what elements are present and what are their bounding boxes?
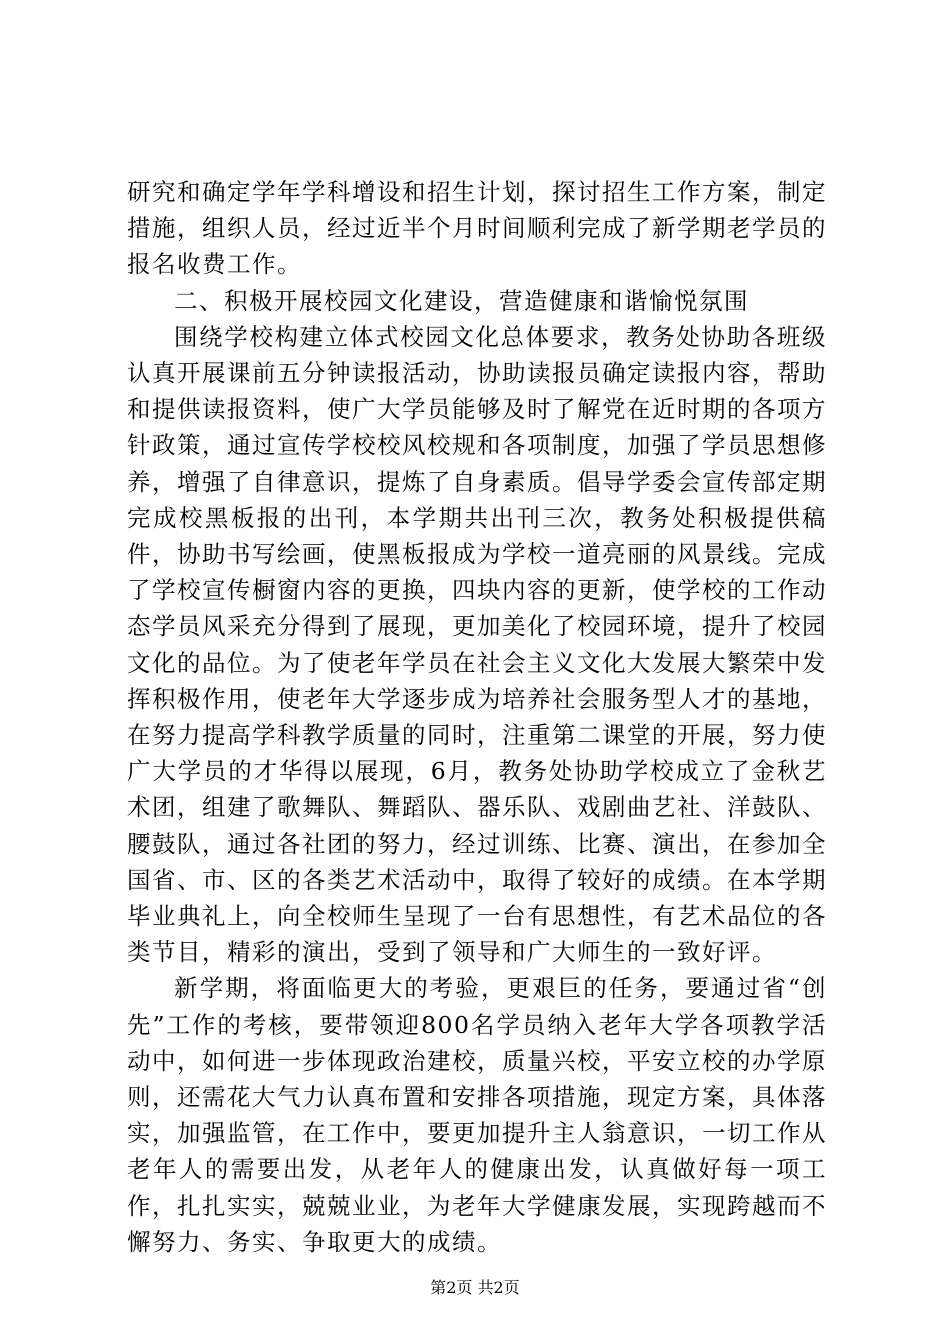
- paragraph-new-semester: 新学期，将面临更大的考验，更艰巨的任务，要通过省“创先”工作的考核，要带领迎800名学员纳入老年大学各项教学活动中，如何进一步体现政治建校，质量兴校，平安立校的办学原则，还需花大气力认真布置和安排各项措施，现定方案，具体落实，加强监管，在工作中，要更加提升主人翁意识，一切工作从老年人的需要出发，从老年人的健康出发，认真做好每一项工作，扎扎实实，兢兢业业，为老年大学健康发展，实现跨越而不懈努力、务实、争取更大的成绩。: [127, 974, 827, 1256]
- paragraph-continuation: 研究和确定学年学科增设和招生计划，探讨招生工作方案，制定措施，组织人员，经过近半个月时间顺利完成了新学期老学员的报名收费工作。: [127, 178, 827, 279]
- document-body: [127, 174, 827, 1260]
- section-heading: 二、积极开展校园文化建设，营造健康和谐愉悦氛围: [174, 286, 749, 315]
- page-footer: 第2页 共2页: [430, 1278, 520, 1297]
- paragraph-campus-culture: 围绕学校构建立体式校园文化总体要求，教务处协助各班级认真开展课前五分钟读报活动，协助读报员确定读报内容，帮助和提供读报资料，使广大学员能够及时了解党在近时期的各项方针政策，通过宣传学校校风校规和各项制度，加强了学员思想修养，增强了自律意识，提炼了自身素质。倡导学委会宣传部定期完成校黑板报的出刊，本学期共出刊三次，教务处积极提供稿件，协助书写绘画，使黑板报成为学校一道亮丽的风景线。完成了学校宣传橱窗内容的更换，四块内容的更新，使学校的工作动态学员风采充分得到了展现，更加美化了校园环境，提升了校园文化的品位。为了使老年学员在社会主义文化大发展大繁荣中发挥积极作用，使老年大学逐步成为培养社会服务型人才的基地，在努力提高学科教学质量的同时，注重第二课堂的开展，努力使广大学员的才华得以展现，6月，教务处协助学校成立了金秋艺术团，组建了歌舞队、舞蹈队、器乐队、戏剧曲艺社、洋鼓队、腰鼓队，通过各社团的努力，经过训练、比赛、演出，在参加全国省、市、区的各类艺术活动中，取得了较好的成绩。在本学期毕业典礼上，向全校师生呈现了一台有思想性，有艺术品位的各类节目，精彩的演出，受到了领导和广大师生的一致好评。: [127, 322, 827, 967]
